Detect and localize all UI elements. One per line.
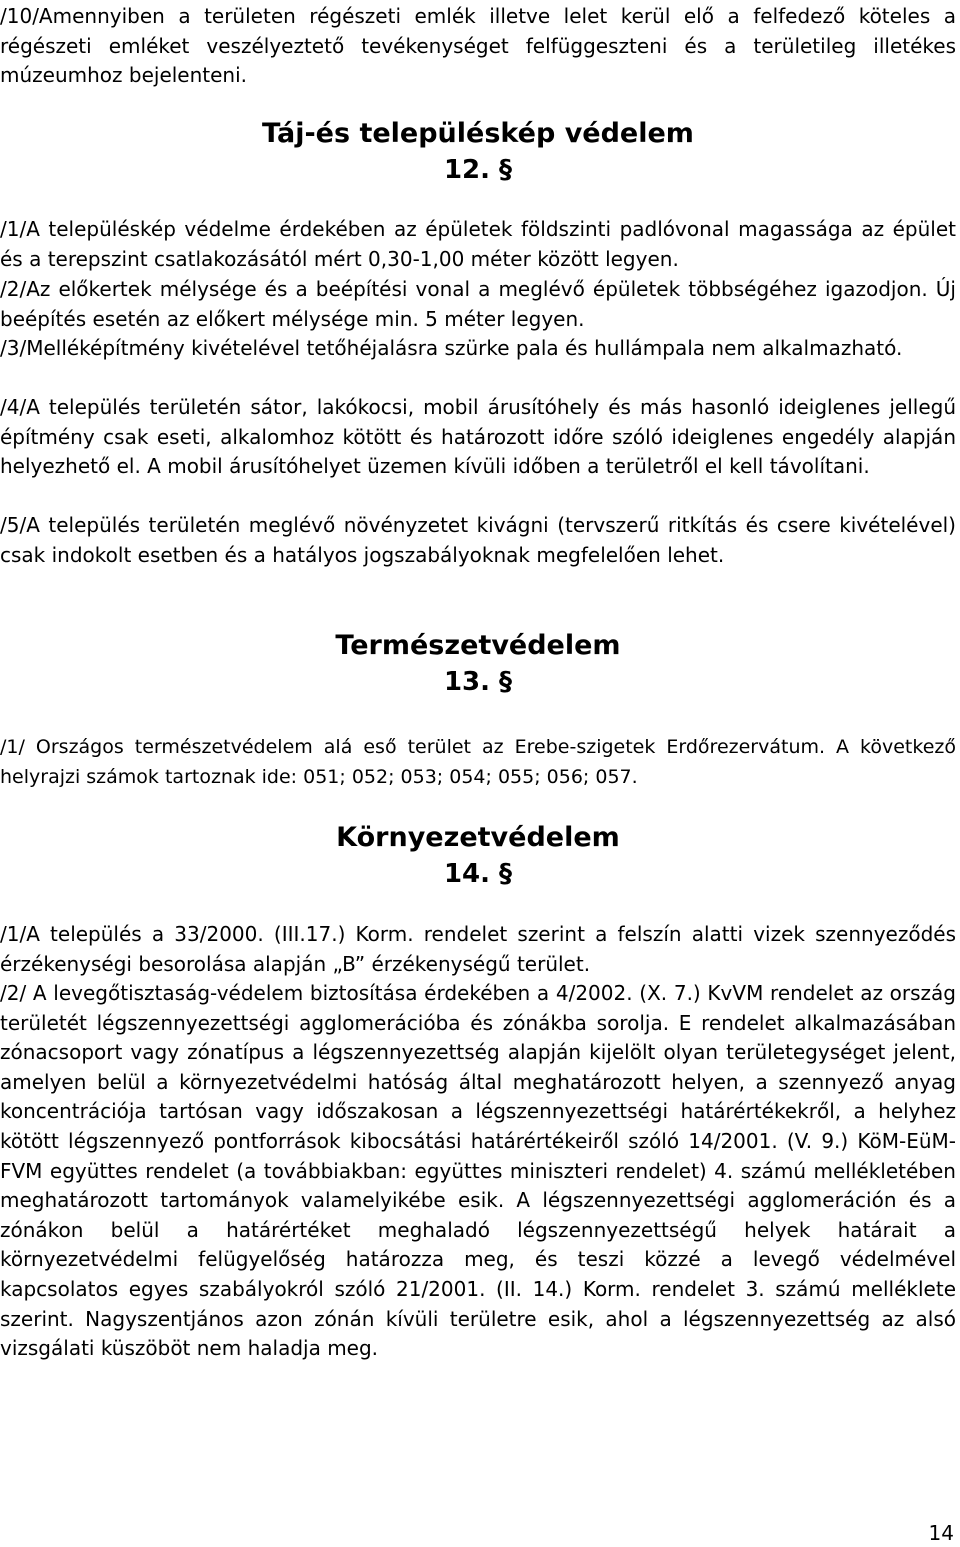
section-heading-nature: Természetvédelem	[335, 630, 621, 661]
paragraph-14-1: /1/A település a 33/2000. (III.17.) Korm. rendelet szerint a felszín alatti vizek szennyeződés érzékenységi besorolása alapján „B” érzékenységű terület.	[0, 922, 956, 976]
section-number-14: 14. §	[443, 859, 513, 889]
section-number-12: 12. §	[443, 155, 513, 185]
paragraph-10: /10/Amennyiben a területen régészeti emlék illetve lelet kerül elő a felfedező köteles a régészeti emléket veszélyeztető tevékenységet felfüggeszteni és a területileg illetékes múzeumhoz bejelenteni.	[0, 4, 956, 88]
paragraph-14-2: /2/ A levegőtisztaság-védelem biztosítása érdekében a 4/2002. (X. 7.) KvVM rendelet az ország területét légszennyezettségi agglomerációba és zónákba sorolja. E rendelet alkalmazásában zónacsoport vagy zónatípus a légszennyezettség alapján kijelölt olyan területegységet jelent, amelyen belül a környezetvédelmi hatóság által meghatározott helyen, a szennyező anyag koncentrációja tartósan vagy időszakosan a légszennyezettségi határértékekről, a helyhez kötött légszennyező pontforrások kibocsátási határértékeiről szóló 14/2001. (V. 9.) KöM-EüM-FVM együttes rendelet (a továbbiakban: együttes miniszteri rendelet) 4. számú mellékletében meghatározott tartományok valamelyikébe esik. A légszennyezettségi agglomeráción és a zónákon belül a határértéket meghaladó légszennyezettségű helyek határait a környezetvédelmi felügyelőség határozza meg, és teszi közzé a levegő védelmével kapcsolatos egyes szabályokról szóló 21/2001. (II. 14.) Korm. rendelet 3. számú melléklete szerint. Nagyszentjános azon zónán kívüli területre esik, ahol a légszennyezettség az alsó vizsgálati küszöböt nem haladja meg.	[0, 981, 956, 1361]
section-heading-environment: Környezetvédelem	[336, 822, 620, 853]
paragraph-12-2: /2/Az előkertek mélysége és a beépítési vonal a meglévő épületek többségéhez igazodjon. Új beépítés esetén az előkert mélysége min. 5 méter legyen.	[0, 277, 956, 331]
paragraph-13-1: /1/ Országos természetvédelem alá eső terület az Erebe-szigetek Erdőrezervátum. A következő helyrajzi számok tartoznak ide: 051; 052; 053; 054; 055; 056; 057.	[0, 736, 956, 788]
paragraph-12-4: /4/A település területén sátor, lakókocsi, mobil árusítóhely és más hasonló ideiglenes jellegű építmény csak eseti, alkalomhoz kötött és határozott időre szóló ideiglenes engedély alapján helyezhető el. A mobil árusítóhelyet üzemen kívüli időben a területről el kell távolítani.	[0, 395, 956, 479]
paragraph-12-1: /1/A településkép védelme érdekében az épületek földszinti padlóvonal magassága az épület és a terepszint csatlakozásától mért 0,30-1,00 méter között legyen.	[0, 217, 956, 271]
page-number: 14	[928, 1521, 954, 1545]
section-heading-landscape: Táj-és településkép védelem	[262, 118, 694, 149]
section-number-13: 13. §	[443, 667, 513, 697]
paragraph-12-5: /5/A település területén meglévő növényzetet kivágni (tervszerű ritkítás és csere kivételével) csak indokolt esetben és a hatályos jogszabályoknak megfelelően lehet.	[0, 513, 956, 567]
paragraph-12-3: /3/Melléképítmény kivételével tetőhéjalásra szürke pala és hullámpala nem alkalmazható.	[0, 336, 903, 360]
